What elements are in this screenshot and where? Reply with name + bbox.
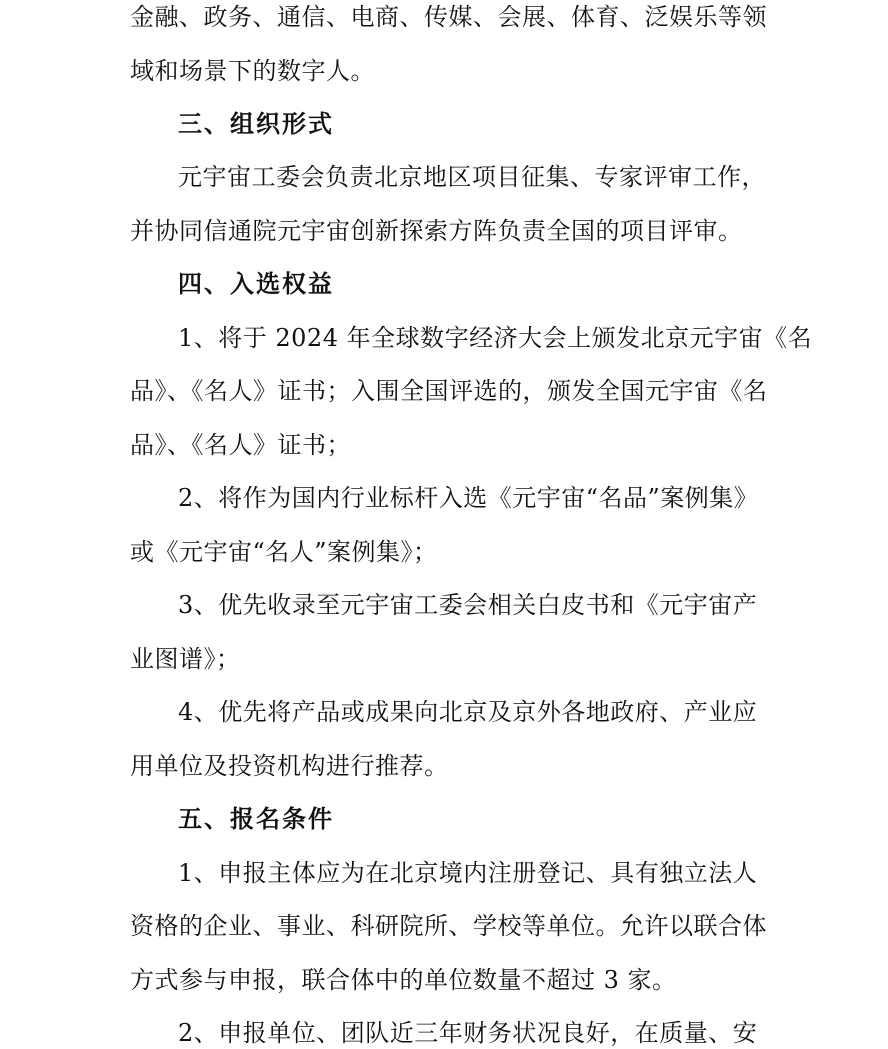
- paragraph-line: 3、优先收录至元宇宙工委会相关白皮书和《元宇宙产: [178, 591, 758, 619]
- paragraph-line: 用单位及投资机构进行推荐。: [130, 752, 449, 780]
- paragraph-line: 品》、《名人》证书；: [130, 431, 351, 459]
- paragraph-line: 方式参与申报，联合体中的单位数量不超过 3 家。: [130, 966, 677, 994]
- section-heading: 三、组织形式: [178, 110, 334, 138]
- paragraph-line: 1、申报主体应为在北京境内注册登记、具有独立法人: [178, 859, 758, 887]
- paragraph-line: 或《元宇宙“名人”案例集》；: [130, 538, 438, 566]
- paragraph-line: 并协同信通院元宇宙创新探索方阵负责全国的项目评审。: [130, 217, 743, 245]
- paragraph-line: 2、将作为国内行业标杆入选《元宇宙“名品”案例集》: [178, 484, 759, 512]
- paragraph-line: 资格的企业、事业、科研院所、学校等单位。允许以联合体: [130, 912, 767, 940]
- paragraph-line: 业图谱》；: [130, 645, 241, 673]
- paragraph-line: 元宇宙工委会负责北京地区项目征集、专家评审工作，: [178, 163, 766, 191]
- paragraph-line: 域和场景下的数字人。: [130, 57, 375, 85]
- paragraph-line: 4、优先将产品或成果向北京及京外各地政府、产业应: [178, 698, 758, 726]
- section-heading: 四、入选权益: [178, 270, 334, 298]
- paragraph-line: 1、将于 2024 年全球数字经济大会上颁发北京元宇宙《名: [178, 324, 813, 352]
- paragraph-line: 品》、《名人》证书；入围全国评选的，颁发全国元宇宙《名: [130, 377, 768, 405]
- paragraph-line: 金融、政务、通信、电商、传媒、会展、体育、泛娱乐等领: [130, 3, 767, 31]
- section-heading: 五、报名条件: [178, 805, 334, 833]
- paragraph-line: 2、申报单位、团队近三年财务状况良好，在质量、安: [178, 1019, 758, 1047]
